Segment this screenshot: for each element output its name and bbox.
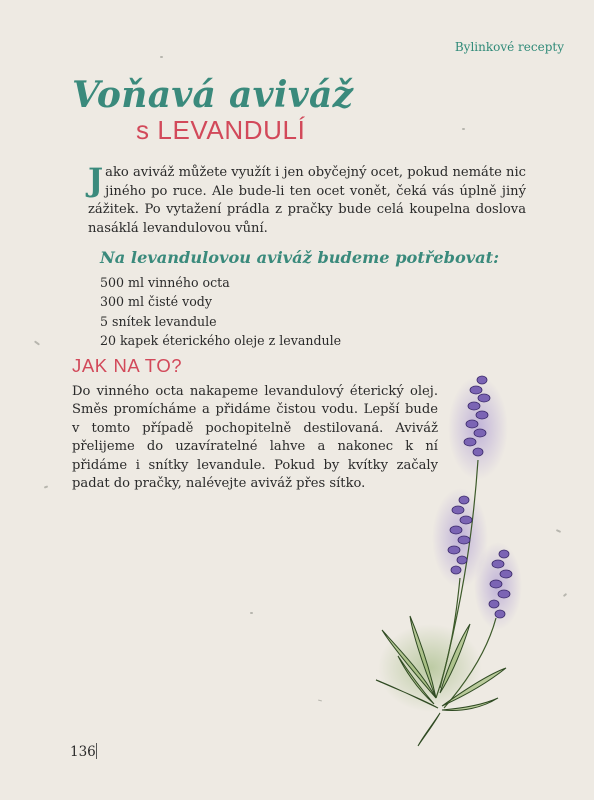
ingredient-item: 500 ml vinného octa — [100, 275, 230, 290]
intro-text: ako aviváž můžete využít i jen obyčejný ocet, pokud nemáte nic jiného po ruce. Ale bude-li ten ocet vonět, čeká vás úplně jiný zážitek. Po vytažení prádla z pračky bude celá koupelna doslova nasáklá levandulovou vůní. — [88, 165, 526, 236]
page-number: 136 — [70, 744, 96, 760]
ingredient-item: 5 snítek levandule — [100, 313, 217, 329]
running-header: Bylinkové recepty — [454, 40, 564, 54]
ingredients-list — [100, 273, 341, 351]
page-number-divider — [96, 743, 97, 759]
recipe-subtitle: s LEVANDULÍ — [136, 115, 306, 145]
instructions-heading: JAK NA TO? — [72, 355, 183, 376]
ingredient-item: 20 kapek éterického oleje z levandule — [100, 333, 342, 349]
instructions-paragraph: Do vinného octa nakapeme levandulový éterický olej. Směs promícháme a přidáme čistou vodu. Lepší bude v tomto případě pochopitelně destilovaná. Aviváž přelijeme do uzavíratelné lahve a nakonec k ní přidáme i snítky levandule. Pokud by kvítky začaly padat do pračky, nalévejte aviváž přes sítko. — [72, 384, 438, 492]
drop-cap: J — [88, 161, 104, 199]
ingredient-item: 300 ml čisté vody — [100, 294, 212, 310]
intro-paragraph — [88, 161, 526, 238]
recipe-title: Voňavá aviváž — [72, 74, 354, 116]
ingredients-heading: Na levandulovou aviváž budeme potřebovat: — [100, 248, 500, 267]
lavender-sprigs-illustration — [370, 368, 530, 750]
